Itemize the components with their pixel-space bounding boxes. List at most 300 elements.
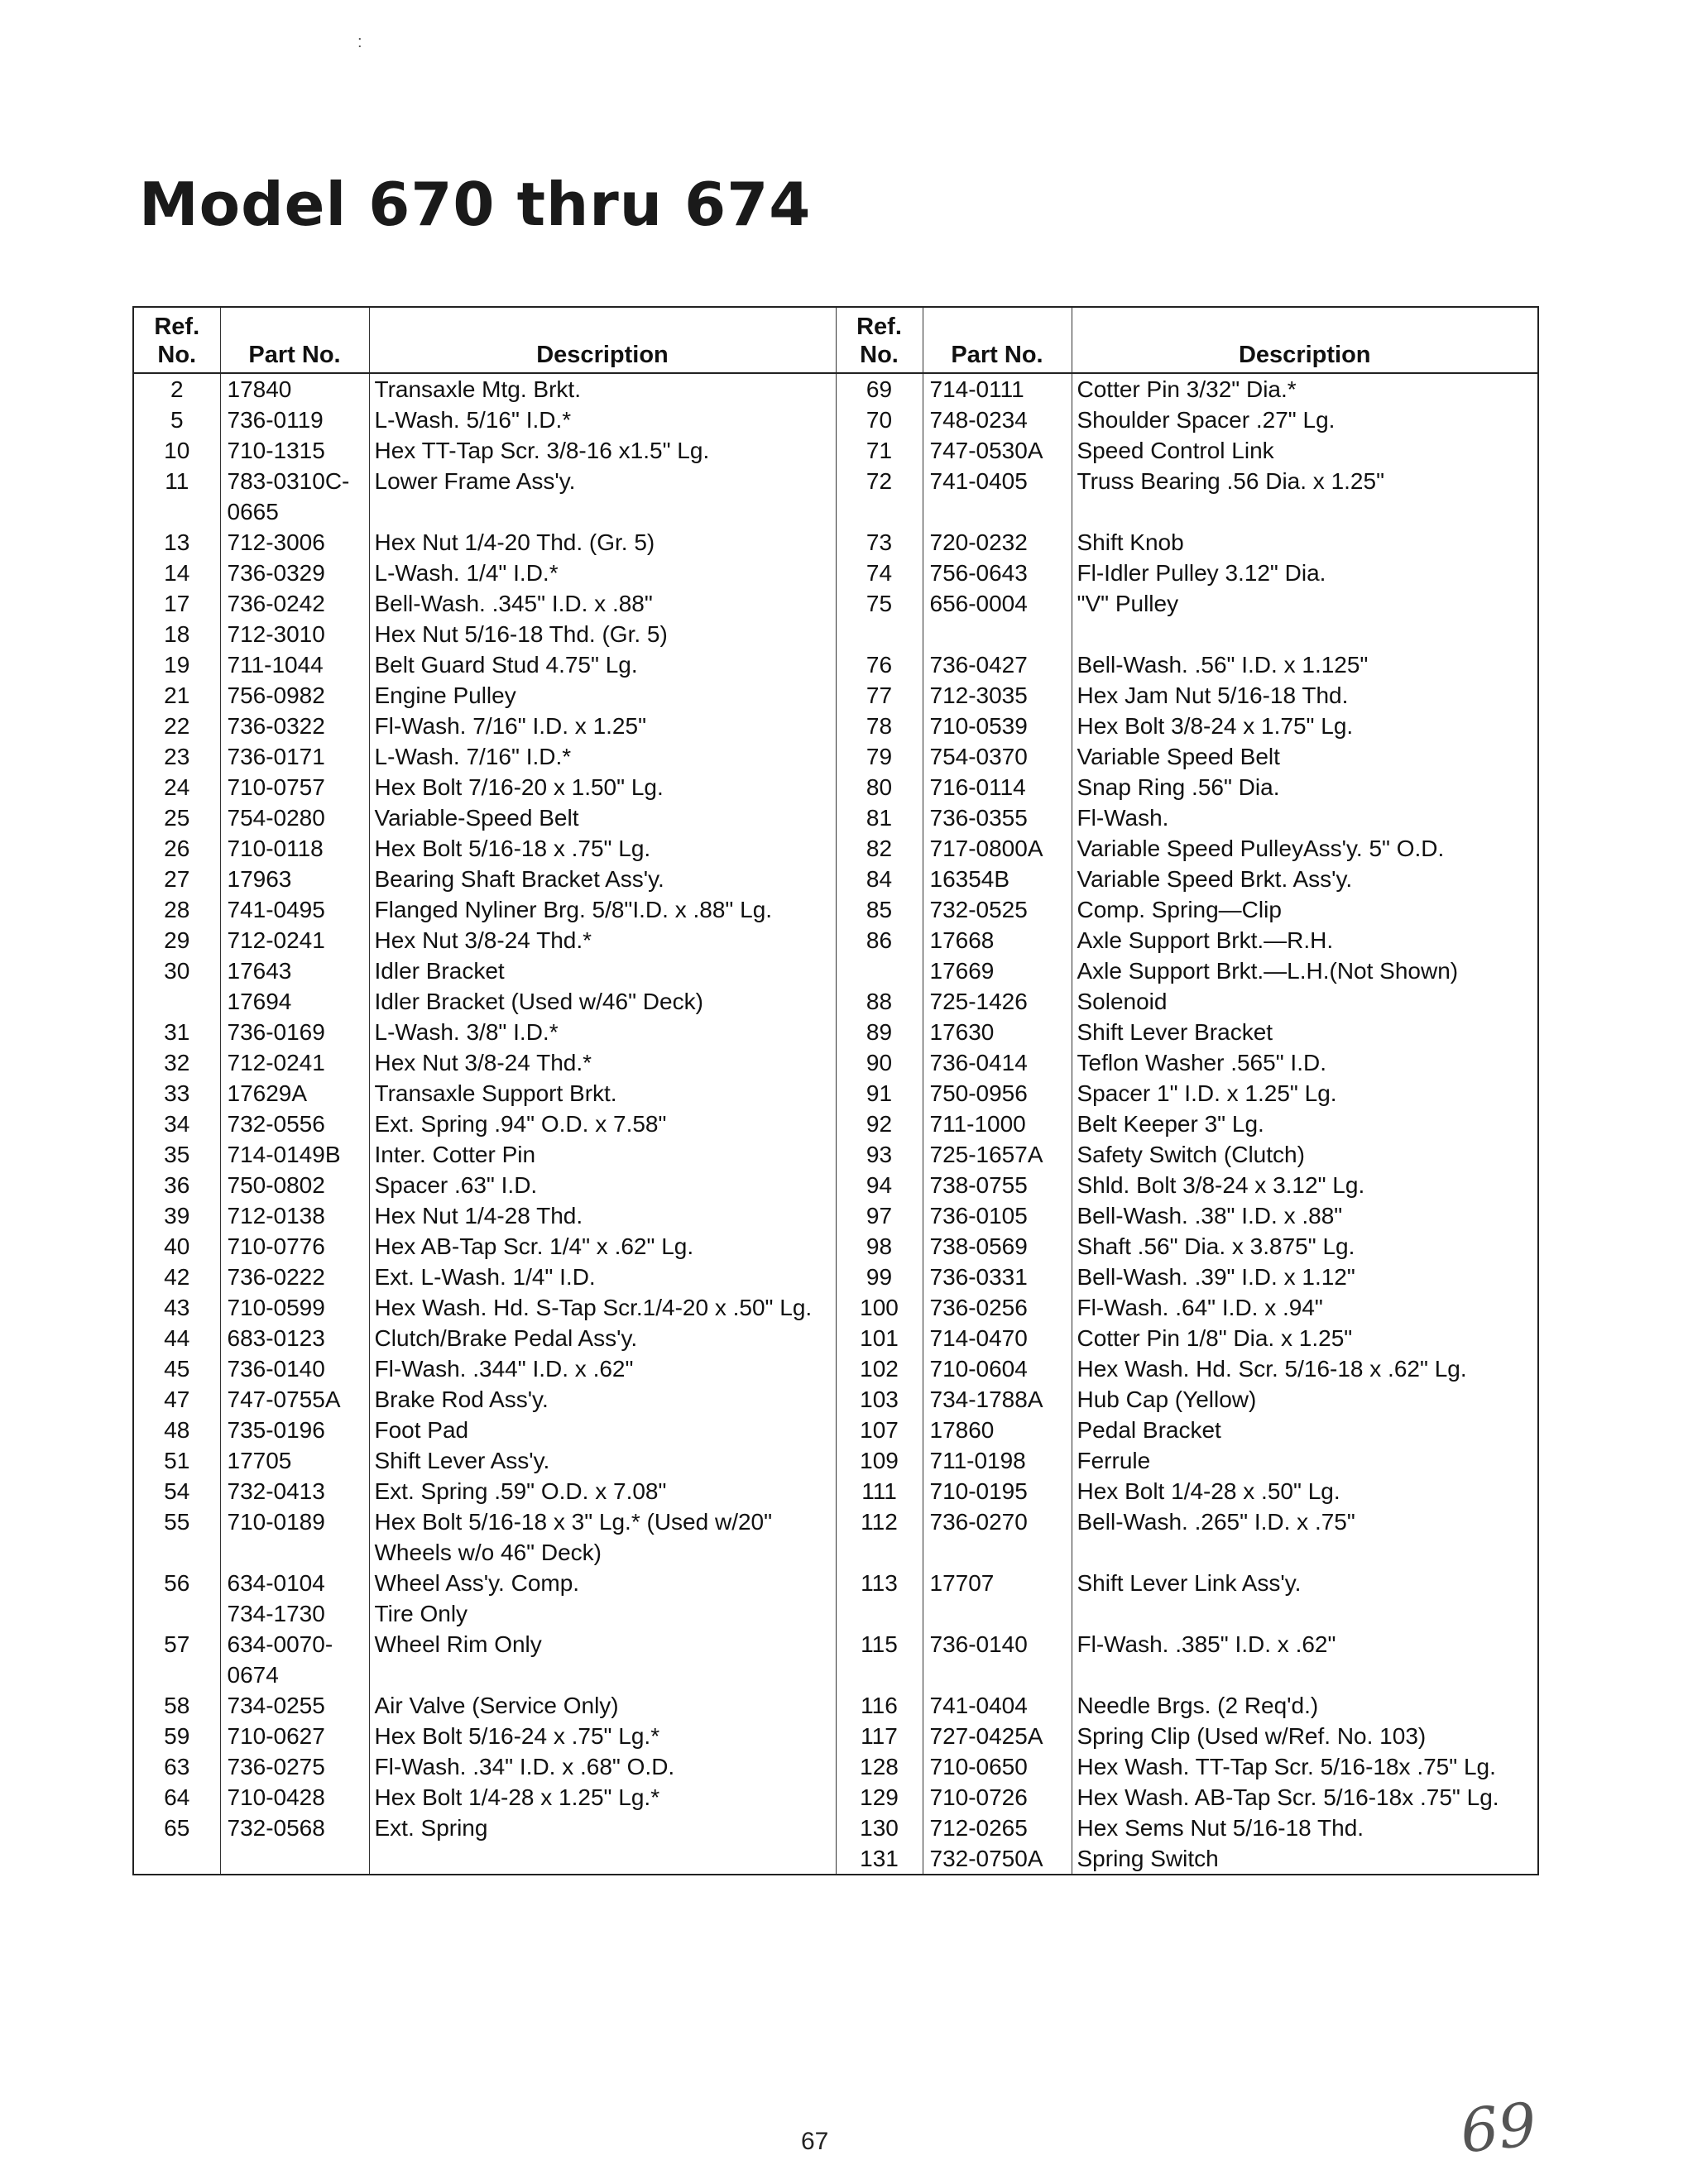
description-cell: Fl-Wash. .34" I.D. x .68" O.D. [369,1751,836,1782]
part-number-cell: 750-0956 [923,1078,1072,1109]
description-cell: Solenoid [1072,986,1538,1017]
ref-cell: 84 [836,864,923,894]
description-cell: Bell-Wash. .39" I.D. x 1.12" [1072,1262,1538,1292]
part-number-cell: 736-0322 [220,711,369,741]
table-row [133,1231,1538,1262]
description-cell: Variable Speed Brkt. Ass'y. [1072,864,1538,894]
table-row [133,1017,1538,1047]
part-number-cell: 17963 [220,864,369,894]
description-cell: Axle Support Brkt.—L.H.(Not Shown) [1072,956,1538,986]
part-number-cell: 736-0105 [923,1200,1072,1231]
description-cell: Hex Bolt 1/4-28 x .50" Lg. [1072,1476,1538,1506]
part-number-cell: 741-0405 [923,466,1072,527]
part-number-cell: 736-0169 [220,1017,369,1047]
table-row [133,864,1538,894]
ref-cell: 45 [164,1356,190,1382]
part-number-cell: 736-0355 [923,802,1072,833]
part-number-cell: 736-0171 [220,741,369,772]
part-number-cell: 17668 [923,925,1072,956]
ref-cell: 26 [164,836,190,861]
table-row [133,1109,1538,1139]
description-cell: Transaxle Support Brkt. [369,1078,836,1109]
description-cell: Hex Wash. AB-Tap Scr. 5/16-18x .75" Lg. [1072,1782,1538,1813]
description-cell: Pedal Bracket [1072,1415,1538,1445]
ref-cell: 32 [164,1050,190,1075]
table-row [133,1415,1538,1445]
ref-cell: 98 [836,1231,923,1262]
table-row [133,1262,1538,1292]
ref-cell: 13 [164,529,190,555]
ref-cell [836,619,923,649]
description-cell: Cotter Pin 3/32" Dia.* [1072,373,1538,405]
header-ref-no: Ref. No. [133,307,220,373]
ref-cell: 23 [164,744,190,769]
part-number-cell: 710-0627 [220,1721,369,1751]
table-row [133,925,1538,956]
part-number-cell: 736-0331 [923,1262,1072,1292]
ref-cell: 76 [836,649,923,680]
description-cell: Speed Control Link [1072,435,1538,466]
table-row [133,588,1538,619]
part-number-cell: 748-0234 [923,405,1072,435]
ref-cell: 112 [836,1506,923,1568]
ref-cell: 27 [164,866,190,892]
part-number-cell: 17669 [923,956,1072,986]
table-row [133,956,1538,986]
table-row [133,1353,1538,1384]
part-number-cell: 717-0800A [923,833,1072,864]
part-number-cell: 712-0138 [220,1200,369,1231]
part-number-cell: 712-0241 [220,925,369,956]
description-cell: Hex Bolt 5/16-24 x .75" Lg.* [369,1721,836,1751]
part-number-cell: 756-0982 [220,680,369,711]
ref-cell: 44 [164,1325,190,1351]
description-cell: Spacer 1" I.D. x 1.25" Lg. [1072,1078,1538,1109]
table-row [133,1445,1538,1476]
ref-cell: 103 [836,1384,923,1415]
description-cell: Safety Switch (Clutch) [1072,1139,1538,1170]
description-cell: Fl-Wash. [1072,802,1538,833]
part-number-cell: 732-0525 [923,894,1072,925]
part-number-cell: 736-0242 [220,588,369,619]
empty-cell [133,1843,220,1875]
description-cell: Hex TT-Tap Scr. 3/8-16 x1.5" Lg. [369,435,836,466]
description-cell: Belt Keeper 3" Lg. [1072,1109,1538,1139]
table-row [133,1629,1538,1690]
description-cell: Ext. L-Wash. 1/4" I.D. [369,1262,836,1292]
table-row [133,1078,1538,1109]
table-row [133,619,1538,649]
description-cell: Hex Nut 1/4-20 Thd. (Gr. 5) [369,527,836,558]
part-number-cell: 710-0604 [923,1353,1072,1384]
description-cell: Idler Bracket [369,956,836,986]
description-cell: Axle Support Brkt.—R.H. [1072,925,1538,956]
description-cell: Needle Brgs. (2 Req'd.) [1072,1690,1538,1721]
part-number-cell: 710-0776 [220,1231,369,1262]
part-number-cell: 736-0414 [923,1047,1072,1078]
description-cell: Shift Lever Ass'y. [369,1445,836,1476]
ref-cell: 30 [164,958,190,984]
part-number-cell: 712-3006 [220,527,369,558]
parts-table-body [133,373,1538,1875]
ref-cell: 129 [836,1782,923,1813]
ref-cell: 78 [836,711,923,741]
part-number-cell: 747-0755A [220,1384,369,1415]
parts-table [132,306,1539,1875]
part-number-cell: 710-0428 [220,1782,369,1813]
part-number-cell: 17694 [220,986,369,1017]
description-cell: Hex Bolt 1/4-28 x 1.25" Lg.* [369,1782,836,1813]
ref-cell: 42 [164,1264,190,1290]
table-row [133,527,1538,558]
ref-cell: 99 [836,1262,923,1292]
ref-cell: 55 [164,1509,190,1535]
ref-cell: 97 [836,1200,923,1231]
description-cell: Hex Nut 5/16-18 Thd. (Gr. 5) [369,619,836,649]
part-number-cell: 17707 [923,1568,1072,1629]
ref-cell: 65 [164,1815,190,1841]
ref-cell: 131 [836,1843,923,1875]
description-cell: Hex Wash. Hd. Scr. 5/16-18 x .62" Lg. [1072,1353,1538,1384]
description-cell: Bell-Wash. .56" I.D. x 1.125" [1072,649,1538,680]
ref-cell: 5 [170,407,184,433]
description-cell: Hex AB-Tap Scr. 1/4" x .62" Lg. [369,1231,836,1262]
part-number-cell: 712-3010 [220,619,369,649]
part-number-cell: 736-0119 [220,405,369,435]
description-cell: L-Wash. 7/16" I.D.* [369,741,836,772]
part-number-cell: 736-0270 [923,1506,1072,1568]
part-number-cell: 710-0195 [923,1476,1072,1506]
description-cell: Variable Speed Belt [1072,741,1538,772]
table-row [133,466,1538,527]
description-cell: Shift Lever Bracket [1072,1017,1538,1047]
description-cell: Hex Wash. Hd. S-Tap Scr.1/4-20 x .50" Lg. [369,1292,836,1323]
description-cell: "V" Pulley [1072,588,1538,619]
part-number-cell: 710-0757 [220,772,369,802]
description-cell: Fl-Wash. .344" I.D. x .62" [369,1353,836,1384]
part-number-cell: 750-0802 [220,1170,369,1200]
description-cell: Spacer .63" I.D. [369,1170,836,1200]
ref-cell: 92 [836,1109,923,1139]
description-cell: Fl-Wash. .64" I.D. x .94" [1072,1292,1538,1323]
part-number-cell: 741-0404 [923,1690,1072,1721]
description-cell: Clutch/Brake Pedal Ass'y. [369,1323,836,1353]
ref-cell: 69 [836,373,923,405]
part-number-cell: 741-0495 [220,894,369,925]
description-cell: Wheel Rim Only [369,1629,836,1690]
description-cell: L-Wash. 3/8" I.D.* [369,1017,836,1047]
table-row [133,1323,1538,1353]
ref-cell: 17 [164,591,190,616]
ref-cell: 31 [164,1019,190,1045]
ref-cell: 128 [836,1751,923,1782]
ref-cell: 90 [836,1047,923,1078]
description-cell: Cotter Pin 1/8" Dia. x 1.25" [1072,1323,1538,1353]
table-row [133,833,1538,864]
ref-cell: 81 [836,802,923,833]
ref-cell: 113 [836,1568,923,1629]
part-number-cell: 725-1657A [923,1139,1072,1170]
description-cell: Shoulder Spacer .27" Lg. [1072,405,1538,435]
description-cell: Brake Rod Ass'y. [369,1384,836,1415]
description-cell: Hex Bolt 3/8-24 x 1.75" Lg. [1072,711,1538,741]
description-cell: Comp. Spring—Clip [1072,894,1538,925]
part-number-cell: 17840 [220,373,369,405]
ref-cell: 25 [164,805,190,831]
header-ref-no: Ref. No. [836,307,923,373]
ref-cell: 70 [836,405,923,435]
description-cell: Lower Frame Ass'y. [369,466,836,527]
ref-cell: 86 [836,925,923,956]
table-row [133,1476,1538,1506]
description-cell: Transaxle Mtg. Brkt. [369,373,836,405]
part-number-cell: 732-0413 [220,1476,369,1506]
ref-cell: 28 [164,897,190,922]
part-number-cell: 712-3035 [923,680,1072,711]
ref-cell: 57 [164,1631,190,1657]
table-row [133,741,1538,772]
table-row [133,1568,1538,1629]
part-number-cell: 783-0310C- 0665 [220,466,369,527]
description-cell: Shift Knob [1072,527,1538,558]
part-number-cell: 727-0425A [923,1721,1072,1751]
part-number-cell: 732-0556 [220,1109,369,1139]
part-number-cell: 736-0275 [220,1751,369,1782]
part-number-cell: 716-0114 [923,772,1072,802]
ref-cell: 43 [164,1295,190,1320]
description-cell: Shaft .56" Dia. x 3.875" Lg. [1072,1231,1538,1262]
header-part-no: Part No. [923,307,1072,373]
part-number-cell: 710-0650 [923,1751,1072,1782]
part-number-cell: 710-0539 [923,711,1072,741]
part-number-cell: 747-0530A [923,435,1072,466]
part-number-cell: 720-0232 [923,527,1072,558]
ref-cell: 22 [164,713,190,739]
ref-cell: 24 [164,774,190,800]
table-row [133,1139,1538,1170]
description-cell: Hub Cap (Yellow) [1072,1384,1538,1415]
description-cell: Spring Switch [1072,1843,1538,1875]
part-number-cell: 712-0241 [220,1047,369,1078]
ref-cell: 75 [836,588,923,619]
ref-cell: 29 [164,927,190,953]
description-cell: Fl-Idler Pulley 3.12" Dia. [1072,558,1538,588]
table-row [133,711,1538,741]
table-row [133,435,1538,466]
description-cell: Teflon Washer .565" I.D. [1072,1047,1538,1078]
table-row [133,1751,1538,1782]
description-cell: Inter. Cotter Pin [369,1139,836,1170]
ref-cell: 2 [170,376,184,402]
part-number-cell: 711-0198 [923,1445,1072,1476]
description-cell: Ferrule [1072,1445,1538,1476]
ref-cell: 107 [836,1415,923,1445]
part-number-cell: 16354B [923,864,1072,894]
description-cell: Fl-Wash. 7/16" I.D. x 1.25" [369,711,836,741]
table-row [133,894,1538,925]
part-number-cell: 710-0599 [220,1292,369,1323]
ref-cell: 94 [836,1170,923,1200]
part-number-cell: 17860 [923,1415,1072,1445]
description-cell: L-Wash. 1/4" I.D.* [369,558,836,588]
description-cell: Shld. Bolt 3/8-24 x 3.12" Lg. [1072,1170,1538,1200]
table-row [133,1813,1538,1843]
description-cell: Hex Sems Nut 5/16-18 Thd. [1072,1813,1538,1843]
part-number-cell: 714-0470 [923,1323,1072,1353]
part-number-cell: 754-0370 [923,741,1072,772]
ref-cell: 14 [164,560,190,586]
description-cell: Ext. Spring .94" O.D. x 7.58" [369,1109,836,1139]
ref-cell [133,986,220,1017]
ref-cell: 71 [836,435,923,466]
ref-cell: 93 [836,1139,923,1170]
description-cell: Engine Pulley [369,680,836,711]
ref-cell: 72 [836,466,923,527]
part-number-cell: 656-0004 [923,588,1072,619]
part-number-cell: 711-1044 [220,649,369,680]
header-part-no: Part No. [220,307,369,373]
part-number-cell: 738-0755 [923,1170,1072,1200]
ref-cell: 19 [164,652,190,678]
description-cell: Bearing Shaft Bracket Ass'y. [369,864,836,894]
description-cell: Truss Bearing .56 Dia. x 1.25" [1072,466,1538,527]
description-cell: Spring Clip (Used w/Ref. No. 103) [1072,1721,1538,1751]
scan-speck: : [357,33,362,51]
description-cell: Variable-Speed Belt [369,802,836,833]
ref-cell: 91 [836,1078,923,1109]
part-number-cell: 725-1426 [923,986,1072,1017]
page-number: 67 [801,2128,829,2155]
table-row [133,1047,1538,1078]
table-row [133,986,1538,1017]
ref-cell: 100 [836,1292,923,1323]
ref-cell: 74 [836,558,923,588]
description-cell: Hex Jam Nut 5/16-18 Thd. [1072,680,1538,711]
description-cell: Shift Lever Link Ass'y. [1072,1568,1538,1629]
description-cell: Wheel Ass'y. Comp. Tire Only [369,1568,836,1629]
description-cell: Hex Wash. TT-Tap Scr. 5/16-18x .75" Lg. [1072,1751,1538,1782]
table-header-row [133,307,1538,373]
ref-cell: 73 [836,527,923,558]
part-number-cell: 712-0265 [923,1813,1072,1843]
description-cell [1072,619,1538,649]
part-number-cell: 17629A [220,1078,369,1109]
description-cell: Hex Bolt 7/16-20 x 1.50" Lg. [369,772,836,802]
part-number-cell: 736-0427 [923,649,1072,680]
part-number-cell: 754-0280 [220,802,369,833]
ref-cell: 89 [836,1017,923,1047]
part-number-cell: 736-0222 [220,1262,369,1292]
part-number-cell: 683-0123 [220,1323,369,1353]
description-cell: Belt Guard Stud 4.75" Lg. [369,649,836,680]
description-cell: Hex Bolt 5/16-18 x .75" Lg. [369,833,836,864]
ref-cell: 64 [164,1784,190,1810]
table-row [133,1721,1538,1751]
table-row [133,373,1538,405]
ref-cell: 48 [164,1417,190,1443]
handwritten-page-note: 69 [1456,2089,1540,2167]
part-number-cell: 735-0196 [220,1415,369,1445]
ref-cell: 102 [836,1353,923,1384]
ref-cell: 115 [836,1629,923,1690]
part-number-cell: 732-0568 [220,1813,369,1843]
part-number-cell: 736-0256 [923,1292,1072,1323]
ref-cell: 10 [164,438,190,463]
ref-cell: 111 [836,1476,923,1506]
ref-cell: 80 [836,772,923,802]
part-number-cell: 734-0255 [220,1690,369,1721]
part-number-cell: 17705 [220,1445,369,1476]
empty-cell [220,1843,369,1875]
part-number-cell: 17630 [923,1017,1072,1047]
description-cell: Variable Speed PulleyAss'y. 5" O.D. [1072,833,1538,864]
ref-cell: 33 [164,1080,190,1106]
page-title: Model 670 thru 674 [139,170,812,239]
part-number-cell: 736-0140 [923,1629,1072,1690]
ref-cell: 101 [836,1323,923,1353]
part-number-cell [923,619,1072,649]
part-number-cell: 736-0140 [220,1353,369,1384]
description-cell: L-Wash. 5/16" I.D.* [369,405,836,435]
ref-cell: 21 [164,682,190,708]
table-row [133,1506,1538,1568]
ref-cell: 82 [836,833,923,864]
ref-cell: 58 [164,1693,190,1718]
table-row [133,772,1538,802]
table-row [133,1690,1538,1721]
description-cell: Bell-Wash. .345" I.D. x .88" [369,588,836,619]
ref-cell: 36 [164,1172,190,1198]
part-number-cell: 710-0189 [220,1506,369,1568]
description-cell: Ext. Spring .59" O.D. x 7.08" [369,1476,836,1506]
table-row [133,405,1538,435]
ref-cell [836,956,923,986]
part-number-cell: 634-0070- 0674 [220,1629,369,1690]
ref-cell: 39 [164,1203,190,1228]
part-number-cell: 738-0569 [923,1231,1072,1262]
table-row [133,680,1538,711]
table-row [133,558,1538,588]
part-number-cell: 710-0726 [923,1782,1072,1813]
ref-cell: 59 [164,1723,190,1749]
description-cell: Fl-Wash. .385" I.D. x .62" [1072,1629,1538,1690]
table-row [133,1200,1538,1231]
ref-cell: 40 [164,1233,190,1259]
part-number-cell: 732-0750A [923,1843,1072,1875]
part-number-cell: 734-1788A [923,1384,1072,1415]
description-cell: Hex Nut 3/8-24 Thd.* [369,925,836,956]
description-cell: Bell-Wash. .38" I.D. x .88" [1072,1200,1538,1231]
table-row [133,1384,1538,1415]
ref-cell: 109 [836,1445,923,1476]
ref-cell: 34 [164,1111,190,1137]
ref-cell: 116 [836,1690,923,1721]
part-number-cell: 714-0149B [220,1139,369,1170]
ref-cell: 54 [164,1478,190,1504]
part-number-cell: 710-0118 [220,833,369,864]
description-cell: Foot Pad [369,1415,836,1445]
part-number-cell: 756-0643 [923,558,1072,588]
part-number-cell: 710-1315 [220,435,369,466]
table-row [133,1843,1538,1875]
part-number-cell: 634-0104 734-1730 [220,1568,369,1629]
ref-cell: 51 [164,1448,190,1473]
table-row [133,1292,1538,1323]
ref-cell: 18 [164,621,190,647]
part-number-cell: 736-0329 [220,558,369,588]
table-row [133,1170,1538,1200]
header-description: Description [369,307,836,373]
